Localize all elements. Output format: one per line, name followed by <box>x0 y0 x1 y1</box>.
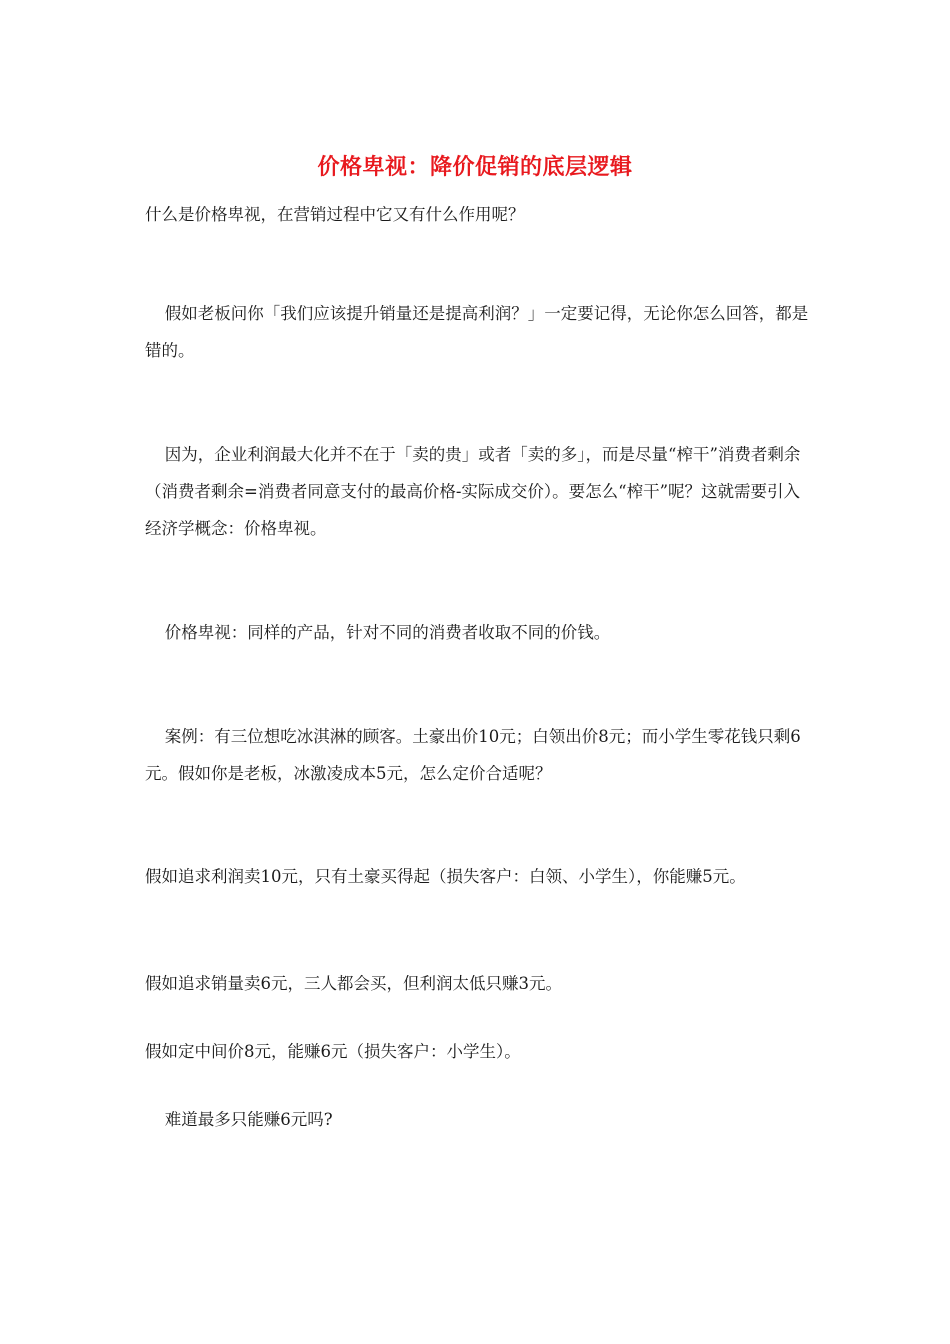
paragraph-closing-question: 难道最多只能赚6元吗? <box>164 1110 333 1129</box>
paragraph-profit-option: 假如追求利润卖10元，只有土豪买得起（损失客户：白领、小学生），你能赚5元。 <box>145 867 746 886</box>
paragraph-middle-option: 假如定中间价8元，能赚6元（损失客户：小学生）。 <box>145 1042 521 1061</box>
paragraph-definition: 价格卑视：同样的产品，针对不同的消费者收取不同的价钱。 <box>164 623 611 642</box>
paragraph-intro-question: 什么是价格卑视，在营销过程中它又有什么作用呢？ <box>145 205 525 224</box>
paragraph-consumer-surplus: 因为，企业利润最大化并不在于「卖的贵」或者「卖的多」，而是尽量“榨干”消费者剩余（消费者剩余=消费者同意支付的最高价格-实际成交价）。要怎么“榨干”呢？这就需要引入经济学概念：价格卑视。 <box>145 445 801 538</box>
paragraph-case: 案例：有三位想吃冰淇淋的顾客。土豪出价10元；白领出价8元；而小学生零花钱只剩6元。假如你是老板，冰激凌成本5元，怎么定价合适呢？ <box>145 727 801 783</box>
paragraph-boss-question: 假如老板问你「我们应该提升销量还是提高利润？」一定要记得，无论你怎么回答，都是错的。 <box>145 304 809 360</box>
document-title: 价格卑视：降价促销的底层逻辑 <box>317 154 633 180</box>
paragraph-volume-option: 假如追求销量卖6元，三人都会买，但利润太低只赚3元。 <box>145 974 562 993</box>
